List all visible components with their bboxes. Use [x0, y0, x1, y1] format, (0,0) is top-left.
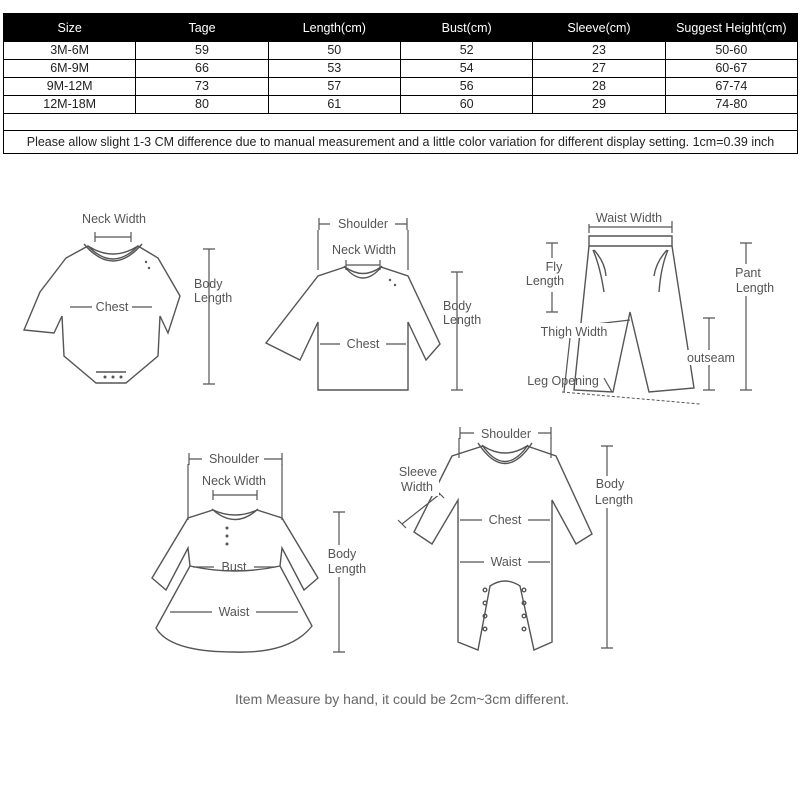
- table-cell: 61: [268, 96, 400, 114]
- table-cell: 80: [136, 96, 268, 114]
- top-diagram: [266, 216, 481, 390]
- table-cell: 67-74: [665, 78, 797, 96]
- column-header: Tage: [136, 14, 268, 42]
- dress-neck-width-label: Neck Width: [202, 474, 266, 488]
- pants-pant-length-label-2: Length: [735, 281, 775, 295]
- romper-body-length-label: Body: [595, 477, 625, 491]
- column-header: Size: [4, 14, 136, 42]
- table-cell: 52: [400, 42, 532, 60]
- table-cell: 50: [268, 42, 400, 60]
- measurement-note: Please allow slight 1-3 CM difference due to manual measurement and a little color variation for different display setting. 1cm=0.39 inch: [4, 131, 798, 154]
- romper-chest-label: Chest: [488, 513, 522, 527]
- table-cell: 50-60: [665, 42, 797, 60]
- table-cell: 28: [533, 78, 665, 96]
- table-cell: 6M-9M: [4, 60, 136, 78]
- table-cell: 66: [136, 60, 268, 78]
- column-header: Length(cm): [268, 14, 400, 42]
- dress-body-length-label: Body: [327, 547, 357, 561]
- column-header: Suggest Height(cm): [665, 14, 797, 42]
- table-cell: 73: [136, 78, 268, 96]
- table-cell: 60-67: [665, 60, 797, 78]
- table-cell: 57: [268, 78, 400, 96]
- table-cell: 3M-6M: [4, 42, 136, 60]
- top-neck-width-label: Neck Width: [332, 243, 396, 257]
- table-cell: 9M-12M: [4, 78, 136, 96]
- column-header: Sleeve(cm): [533, 14, 665, 42]
- romper-shoulder-label: Shoulder: [480, 427, 532, 441]
- top-chest-label: Chest: [346, 337, 380, 351]
- bodysuit-chest-label: Chest: [95, 300, 129, 314]
- pants-diagram: [526, 209, 780, 404]
- romper-diagram: [395, 425, 638, 650]
- romper-waist-label: Waist: [490, 555, 522, 569]
- table-cell: 23: [533, 42, 665, 60]
- table-cell: 54: [400, 60, 532, 78]
- table-cell: 56: [400, 78, 532, 96]
- pants-fly-length-label: Fly: [545, 260, 563, 274]
- romper-sleeve-width-label: Sleeve: [398, 465, 438, 479]
- column-header: Bust(cm): [400, 14, 532, 42]
- bodysuit-body-length-label: Body: [194, 277, 223, 291]
- pants-outseam-label: outseam: [687, 351, 735, 365]
- footer-note: Item Measure by hand, it could be 2cm~3cm different.: [235, 691, 569, 707]
- romper-sleeve-width-label-2: Width: [401, 480, 433, 494]
- bodysuit-diagram: [24, 212, 232, 384]
- table-cell: 60: [400, 96, 532, 114]
- pants-waist-width-label: Waist Width: [595, 211, 663, 225]
- table-cell: 12M-18M: [4, 96, 136, 114]
- table-cell: 74-80: [665, 96, 797, 114]
- top-body-length-label-2: Length: [443, 313, 482, 327]
- dress-body-length-label-2: Length: [327, 562, 367, 576]
- table-cell: 53: [268, 60, 400, 78]
- dress-bust-label: Bust: [221, 560, 247, 574]
- pants-pant-length-label: Pant: [735, 266, 761, 280]
- dress-shoulder-label: Shoulder: [208, 452, 260, 466]
- bodysuit-neck-width-label: Neck Width: [82, 212, 146, 226]
- table-cell: 59: [136, 42, 268, 60]
- pants-leg-opening-label: Leg Opening: [527, 374, 599, 388]
- pants-fly-length-label-2: Length: [525, 274, 565, 288]
- top-shoulder-label: Shoulder: [337, 217, 389, 231]
- bodysuit-body-length-label-2: Length: [194, 291, 233, 305]
- top-body-length-label: Body: [443, 299, 472, 313]
- dress-diagram: [152, 451, 372, 652]
- table-cell: 29: [533, 96, 665, 114]
- pants-thigh-width-label: Thigh Width: [540, 325, 608, 339]
- romper-body-length-label-2: Length: [594, 493, 634, 507]
- table-cell: 27: [533, 60, 665, 78]
- dress-waist-label: Waist: [218, 605, 250, 619]
